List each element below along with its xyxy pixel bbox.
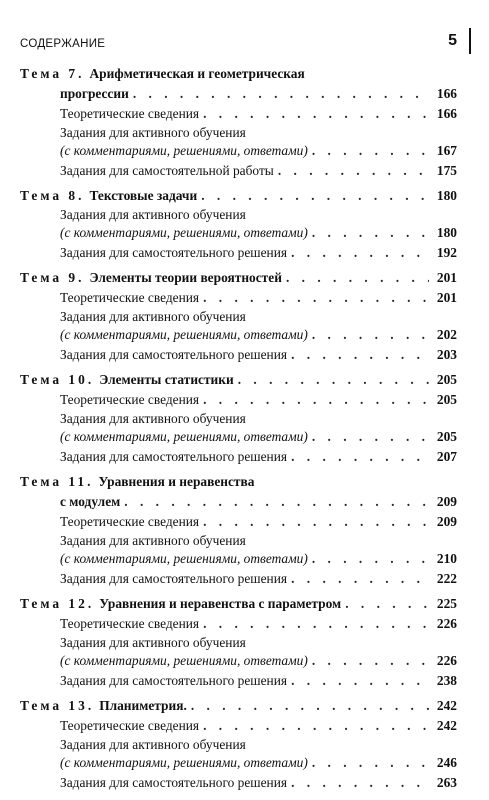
dot-leader xyxy=(291,773,429,793)
toc-entry-continued[interactable] xyxy=(20,325,457,345)
page-ref: 209 xyxy=(436,494,457,509)
toc-entry[interactable] xyxy=(20,345,457,365)
dot-leader xyxy=(312,651,429,671)
toc-entry[interactable] xyxy=(20,512,457,532)
entry-label: Теоретические сведения xyxy=(60,718,200,733)
page-ref: 222 xyxy=(436,571,457,586)
page-ref: 209 xyxy=(436,514,457,529)
topic-heading[interactable] xyxy=(20,696,457,716)
entry-label: Задания для самостоятельного решения xyxy=(60,449,288,464)
dot-leader xyxy=(203,288,429,308)
page-ref: 166 xyxy=(436,86,457,101)
toc-entry[interactable] xyxy=(20,716,457,736)
topic-heading-continued[interactable] xyxy=(20,84,457,104)
topic-number: Тема 9. xyxy=(20,270,85,285)
page-ref: 205 xyxy=(436,429,457,444)
topic-title-line2: с модулем xyxy=(60,494,121,509)
topic-number: Тема 10. xyxy=(20,372,95,387)
dot-leader xyxy=(191,696,429,716)
toc-topic xyxy=(20,696,457,793)
page-ref: 205 xyxy=(436,372,457,387)
topic-title: Планиметрия. xyxy=(99,698,187,713)
dot-leader xyxy=(203,614,429,634)
running-head: СОДЕРЖАНИЕ xyxy=(20,38,106,50)
entry-label-italic: (с комментариями, решениями, ответами) xyxy=(60,653,308,668)
toc-entry[interactable] xyxy=(20,124,457,141)
page-number: 5 xyxy=(448,32,457,49)
topic-heading-continued[interactable] xyxy=(20,492,457,512)
topic-heading[interactable] xyxy=(20,472,457,492)
entry-label-italic: (с комментариями, решениями, ответами) xyxy=(60,327,308,342)
page-ref: 210 xyxy=(436,551,457,566)
toc-entry[interactable] xyxy=(20,614,457,634)
entry-label: Задания для самостоятельного решения xyxy=(60,673,288,688)
dot-leader xyxy=(291,447,429,467)
page-ref: 246 xyxy=(436,755,457,770)
entry-label: Задания для самостоятельного решения xyxy=(60,775,288,790)
entry-label: Теоретические сведения xyxy=(60,106,200,121)
topic-number: Тема 13. xyxy=(20,698,95,713)
page-ref: 180 xyxy=(436,225,457,240)
dot-leader xyxy=(312,141,429,161)
toc-entry[interactable] xyxy=(20,390,457,410)
toc-entry[interactable] xyxy=(20,206,457,223)
toc-entry-continued[interactable] xyxy=(20,651,457,671)
toc-entry[interactable] xyxy=(20,288,457,308)
entry-label-italic: (с комментариями, решениями, ответами) xyxy=(60,551,308,566)
page-ref: 192 xyxy=(436,245,457,260)
topic-title: Элементы статистики xyxy=(99,372,234,387)
page-ref: 180 xyxy=(436,188,457,203)
topic-heading[interactable] xyxy=(20,186,457,206)
page-ref: 225 xyxy=(436,596,457,611)
toc-entry[interactable] xyxy=(20,243,457,263)
entry-label: Задания для активного обучения xyxy=(60,207,246,222)
entry-label: Теоретические сведения xyxy=(60,290,200,305)
page-ref: 202 xyxy=(436,327,457,342)
topic-title: Арифметическая и геометрическая xyxy=(89,66,305,81)
page-ref: 242 xyxy=(436,718,457,733)
entry-label: Теоретические сведения xyxy=(60,392,200,407)
page-ref: 226 xyxy=(436,616,457,631)
toc-topic xyxy=(20,64,457,181)
dot-leader xyxy=(291,243,429,263)
entry-label-italic: (с комментариями, решениями, ответами) xyxy=(60,225,308,240)
topic-number: Тема 12. xyxy=(20,596,95,611)
topic-heading[interactable] xyxy=(20,268,457,288)
toc-entry-continued[interactable] xyxy=(20,141,457,161)
dot-leader xyxy=(124,492,429,512)
topic-heading[interactable] xyxy=(20,64,457,84)
page-ref: 201 xyxy=(436,270,457,285)
dot-leader xyxy=(238,370,429,390)
page-header xyxy=(20,32,471,56)
header-rule xyxy=(469,28,471,54)
topic-title-line2: прогрессии xyxy=(60,86,129,101)
entry-label: Задания для активного обучения xyxy=(60,411,246,426)
entry-label: Задания для активного обучения xyxy=(60,309,246,324)
page-ref: 263 xyxy=(436,775,457,790)
dot-leader xyxy=(203,390,429,410)
dot-leader xyxy=(133,84,429,104)
page-ref: 167 xyxy=(436,143,457,158)
entry-label: Задания для самостоятельного решения xyxy=(60,347,288,362)
topic-title: Уравнения и неравенства xyxy=(98,474,255,489)
entry-label: Задания для самостоятельной работы xyxy=(60,163,274,178)
toc-topic xyxy=(20,472,457,589)
toc-entry[interactable] xyxy=(20,308,457,325)
dot-leader xyxy=(312,223,429,243)
dot-leader xyxy=(201,186,429,206)
dot-leader xyxy=(291,671,429,691)
entry-label: Задания для активного обучения xyxy=(60,125,246,140)
page-ref: 201 xyxy=(436,290,457,305)
toc-entry[interactable] xyxy=(20,161,457,181)
page-ref: 242 xyxy=(436,698,457,713)
page-ref: 166 xyxy=(436,106,457,121)
dot-leader xyxy=(278,161,429,181)
dot-leader xyxy=(312,549,429,569)
toc-entry-continued[interactable] xyxy=(20,753,457,773)
dot-leader xyxy=(345,594,429,614)
toc-entry-continued[interactable] xyxy=(20,223,457,243)
topic-number: Тема 11. xyxy=(20,474,94,489)
toc-entry[interactable] xyxy=(20,736,457,753)
entry-label: Теоретические сведения xyxy=(60,616,200,631)
toc-topic xyxy=(20,268,457,365)
topic-number: Тема 8. xyxy=(20,188,85,203)
toc-topic xyxy=(20,370,457,467)
dot-leader xyxy=(291,569,429,589)
entry-label: Задания для активного обучения xyxy=(60,635,246,650)
toc-entry[interactable] xyxy=(20,532,457,549)
dot-leader xyxy=(291,345,429,365)
toc-entry-continued[interactable] xyxy=(20,549,457,569)
toc-entry[interactable] xyxy=(20,410,457,427)
entry-label: Задания для активного обучения xyxy=(60,533,246,548)
entry-label-italic: (с комментариями, решениями, ответами) xyxy=(60,429,308,444)
dot-leader xyxy=(312,427,429,447)
dot-leader xyxy=(203,104,429,124)
toc-entry[interactable] xyxy=(20,104,457,124)
toc-entry-continued[interactable] xyxy=(20,427,457,447)
page-ref: 238 xyxy=(436,673,457,688)
toc-topic xyxy=(20,186,457,263)
topic-title: Уравнения и неравенства с параметром xyxy=(99,596,342,611)
topic-heading[interactable] xyxy=(20,370,457,390)
page-ref: 226 xyxy=(436,653,457,668)
dot-leader xyxy=(312,753,429,773)
dot-leader xyxy=(286,268,429,288)
dot-leader xyxy=(312,325,429,345)
entry-label: Задания для самостоятельного решения xyxy=(60,571,288,586)
entry-label: Задания для активного обучения xyxy=(60,737,246,752)
entry-label-italic: (с комментариями, решениями, ответами) xyxy=(60,755,308,770)
toc-entry[interactable] xyxy=(20,447,457,467)
table-of-contents xyxy=(20,64,457,798)
page-ref: 205 xyxy=(436,392,457,407)
entry-label: Теоретические сведения xyxy=(60,514,200,529)
toc-entry[interactable] xyxy=(20,569,457,589)
page-ref: 207 xyxy=(436,449,457,464)
entry-label: Задания для самостоятельного решения xyxy=(60,245,288,260)
page-ref: 175 xyxy=(436,163,457,178)
entry-label-italic: (с комментариями, решениями, ответами) xyxy=(60,143,308,158)
page-ref: 203 xyxy=(436,347,457,362)
toc-entry[interactable] xyxy=(20,671,457,691)
topic-title: Текстовые задачи xyxy=(89,188,198,203)
dot-leader xyxy=(203,512,429,532)
toc-entry[interactable] xyxy=(20,773,457,793)
dot-leader xyxy=(203,716,429,736)
topic-title: Элементы теории вероятностей xyxy=(89,270,282,285)
topic-heading[interactable] xyxy=(20,594,457,614)
toc-topic xyxy=(20,594,457,691)
topic-number: Тема 7. xyxy=(20,66,85,81)
toc-entry[interactable] xyxy=(20,634,457,651)
